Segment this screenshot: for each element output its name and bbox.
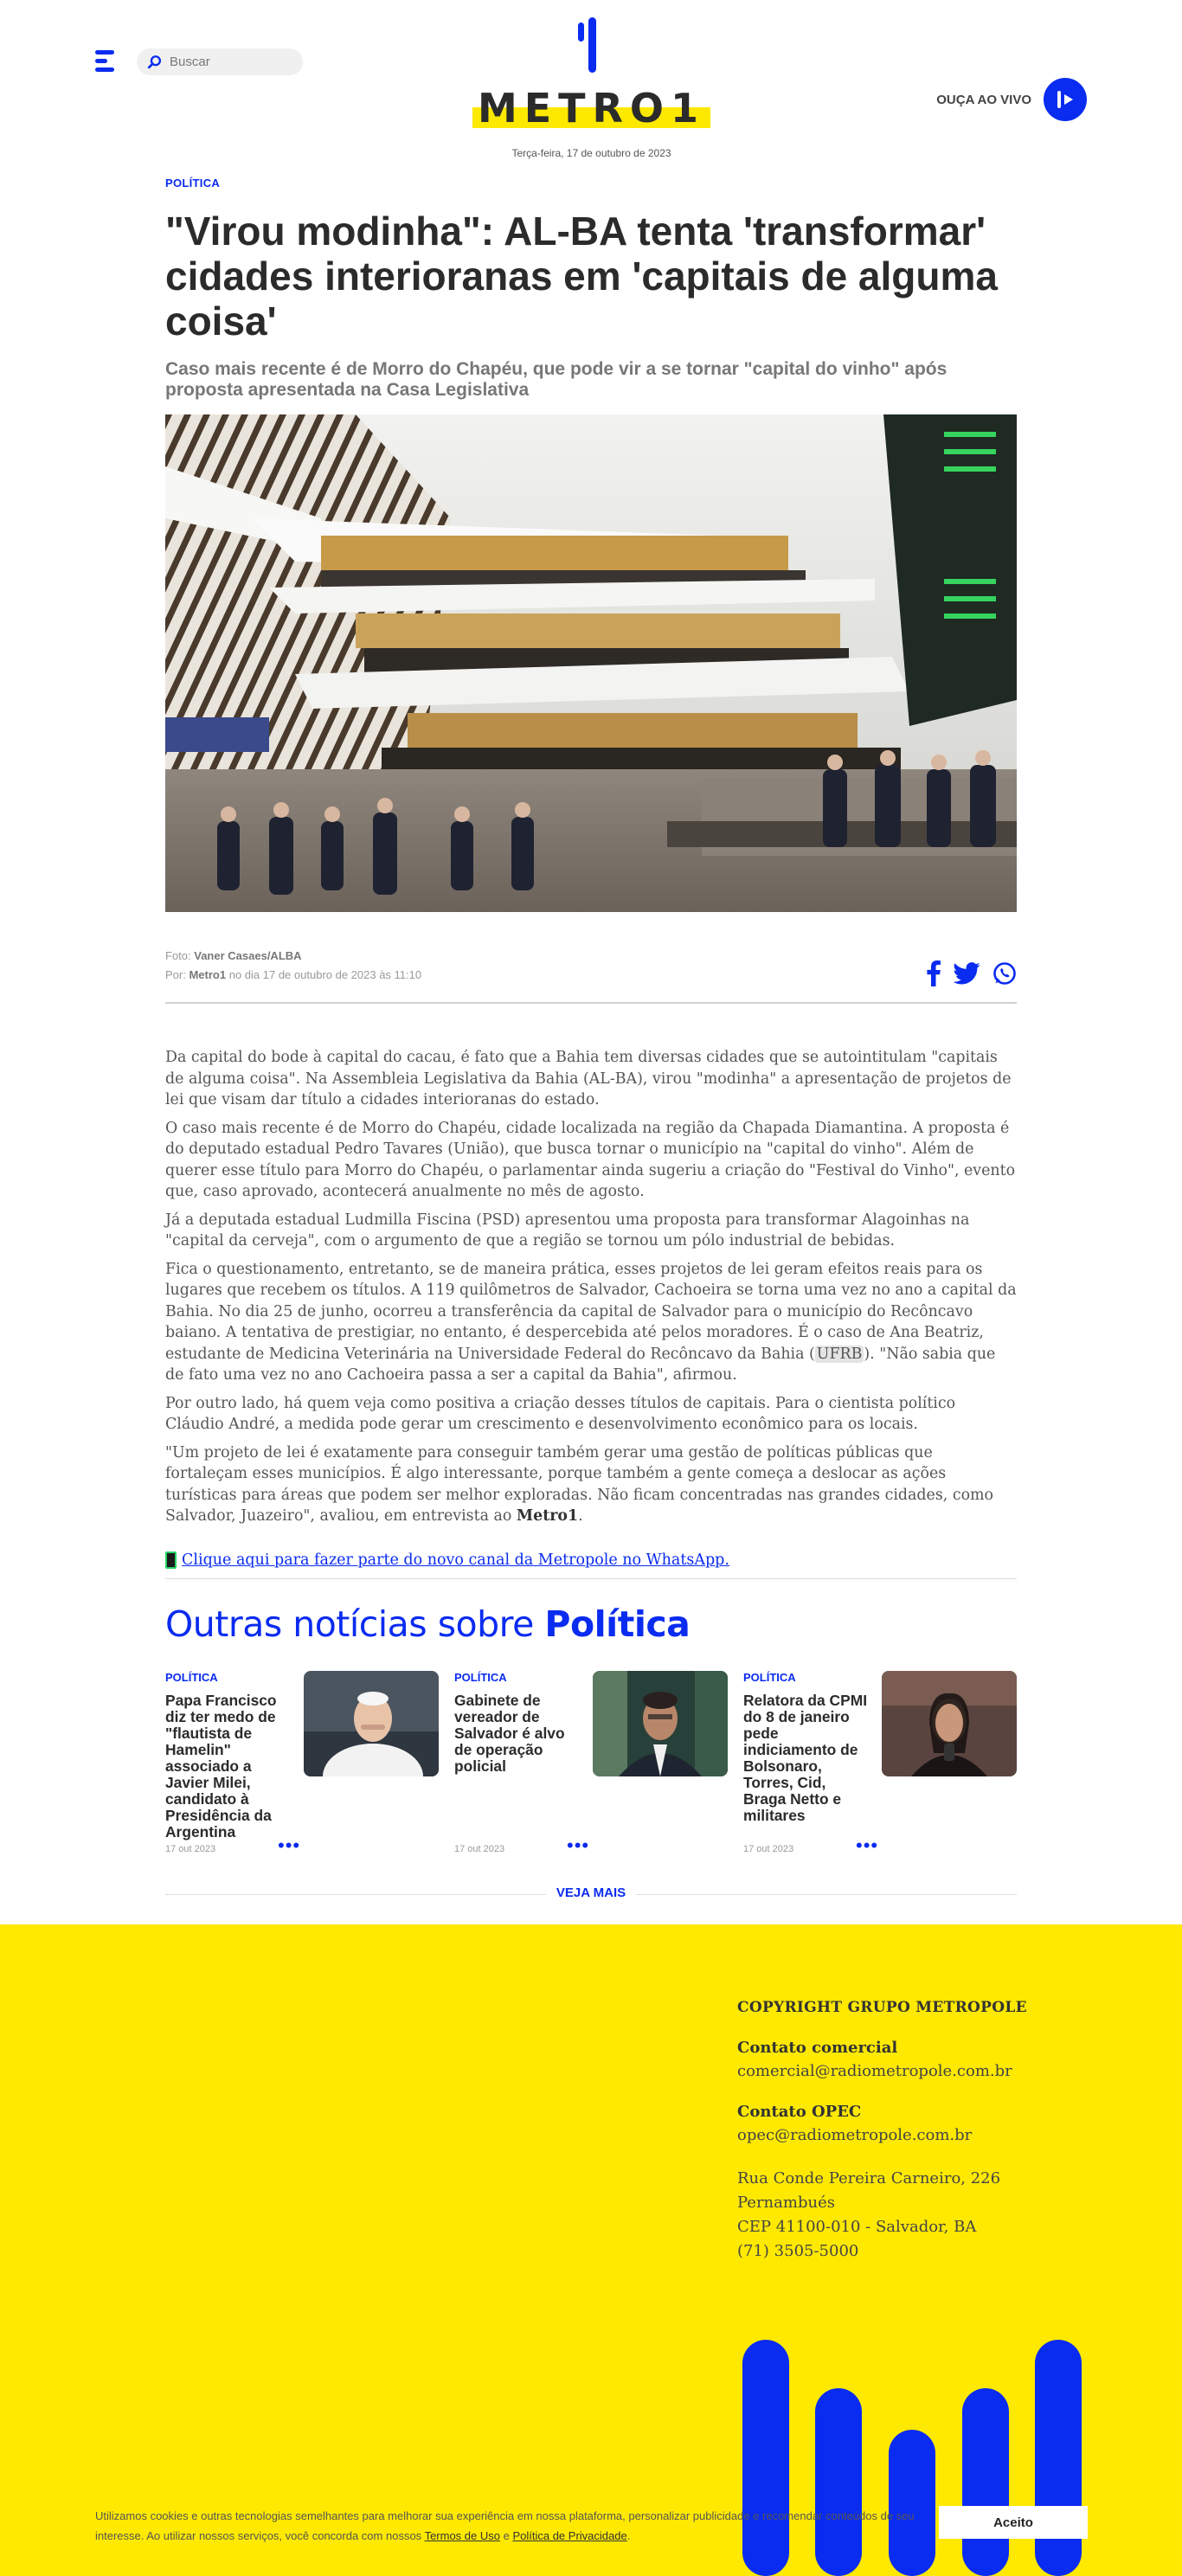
- card-date: 17 out 2023: [743, 1843, 794, 1854]
- news-card[interactable]: [743, 1670, 1017, 1856]
- facebook-icon[interactable]: [927, 960, 941, 991]
- byline: Por: Metro1 no dia 17 de outubro de 2023 às 11:10: [165, 968, 422, 981]
- live-radio[interactable]: [936, 78, 1087, 121]
- card-date: 17 out 2023: [454, 1843, 505, 1854]
- whatsapp-channel-link[interactable]: [165, 1551, 729, 1569]
- card-image-councilman[interactable]: [593, 1671, 728, 1776]
- logo-text: METRO1: [477, 85, 706, 132]
- related-news: [165, 1670, 1017, 1856]
- more-options-icon[interactable]: •••: [856, 1834, 879, 1856]
- share-buttons: [927, 960, 1017, 991]
- search-input[interactable]: [170, 55, 291, 69]
- card-title[interactable]: Papa Francisco diz ter medo de "flautista de Hamelin" associado a Javier Milei, candidato à Presidência da Argentina: [165, 1691, 277, 1840]
- menu-icon[interactable]: [95, 50, 118, 76]
- news-card[interactable]: [454, 1670, 728, 1856]
- phone-icon: [165, 1551, 177, 1569]
- article: [165, 177, 1017, 1903]
- article-category[interactable]: POLÍTICA: [165, 177, 221, 190]
- logo-mark-icon: [578, 17, 604, 74]
- card-title[interactable]: Gabinete de vereador de Salvador é alvo de operação policial: [454, 1691, 565, 1775]
- published-date: no dia 17 de outubro de 2023 às 11:10: [228, 968, 422, 981]
- card-title[interactable]: Relatora da CPMI do 8 de janeiro pede indiciamento de Bolsonaro, Torres, Cid, Braga Netto e militares: [743, 1691, 868, 1824]
- author[interactable]: Metro1: [189, 968, 227, 981]
- cookie-text: Utilizamos cookies e outras tecnologias semelhantes para melhorar sua experiência em nossa plataforma, personalizar publicidade e recomendar conteúdos de seu interesse. Ao utilizar nossos serviços, você concorda com nossos Termos de Uso e Política de Privacidade.: [95, 2509, 915, 2542]
- cookie-accept-button[interactable]: Aceito: [939, 2506, 1088, 2539]
- paragraph: O caso mais recente é de Morro do Chapéu, cidade localizada na região da Chapada Diamantina. A proposta é do deputado estadual Pedro Tavares (União), que busca tornar o município na "capital do vinho". Além de querer esse título para Morro do Chapéu, o parlamentar ainda sugeriu a criação do "Festival do Vinho", evento que, caso aprovado, acontecerá anualmente no mês de agosto.: [165, 1119, 1016, 1200]
- address-line: CEP 41100-010 - Salvador, BA: [737, 2218, 977, 2236]
- card-image-rapporteur[interactable]: [882, 1671, 1017, 1776]
- ufrb-highlight: UFRB: [816, 1345, 863, 1363]
- paragraph: Já a deputada estadual Ludmilla Fiscina (PSD) apresentou uma proposta para transformar Alagoinhas na "capital da cerveja", com o argumento de que a região se tornou um pólo industrial de bebidas.: [165, 1211, 970, 1249]
- footer-opec-email[interactable]: opec@radiometropole.com.br: [737, 2126, 973, 2144]
- live-label: OUÇA AO VIVO: [936, 92, 1031, 107]
- paragraph: Fica o questionamento, entretanto, se de maneira prática, esses projetos de lei geram efeitos reais para os lugares que recebem os títulos. A 119 quilômetros de Salvador, Cachoeira se torna uma vez no ano a capital da Bahia. No dia 25 de junho, ocorreu a transferência da capital de Salvador para o município do Recôncavo baiano. A tentativa de prestigiar, no entanto, é despercebida até pelos moradores. É o caso de Ana Beatriz, estudante de Medicina Veterinária na Universidade Federal do Recôncavo da Bahia ( UFRB ). "Não sabia que de fato uma vez no ano Cachoeira passa a ser a capital da Bahia", afirmou.: [165, 1260, 1017, 1384]
- article-meta: [165, 947, 1017, 988]
- metro1-bold: Metro1: [516, 1507, 579, 1525]
- footer-bar-decoration: [889, 2430, 935, 2576]
- more-options-icon[interactable]: •••: [278, 1834, 301, 1856]
- paragraph: Por outro lado, há quem veja como positiva a criação desses títulos de capitais. Para o cientista político Cláudio André, a medida pode gerar um crescimento e desenvolvimento econômico para os locais.: [165, 1394, 956, 1433]
- address-line: Pernambués: [737, 2194, 835, 2212]
- paragraph: "Um projeto de lei é exatamente para conseguir também gerar uma gestão de políticas públicas que fortaleçam esses municípios. É algo interessante, porque também a gente começa a deslocar as ações turísticas para áreas que podem ser melhor exploradas. Não ficam concentradas nas grandes cidades, como Salvador, Juazeiro", avaliou, em entrevista ao Metro1.: [165, 1443, 994, 1525]
- whatsapp-icon[interactable]: [992, 961, 1017, 990]
- assembly-hall-image: [165, 414, 1017, 912]
- live-play-button[interactable]: [1044, 78, 1087, 121]
- footer-copyright: COPYRIGHT GRUPO METROPOLE: [737, 1999, 1027, 2016]
- more-options-icon[interactable]: •••: [567, 1834, 590, 1856]
- site-logo[interactable]: [472, 17, 710, 159]
- card-category[interactable]: POLÍTICA: [454, 1670, 507, 1684]
- meta-divider: [165, 1002, 1017, 1004]
- header-date: Terça-feira, 17 de outubro de 2023: [511, 147, 671, 159]
- photo-credit-line: Foto: Vaner Casaes/ALBA: [165, 949, 302, 962]
- footer-phone: (71) 3505-5000: [737, 2242, 859, 2260]
- footer-comercial-email[interactable]: comercial@radiometropole.com.br: [737, 2062, 1012, 2080]
- card-image-pope[interactable]: [304, 1671, 439, 1776]
- more-news-category[interactable]: Política: [544, 1603, 691, 1645]
- footer-comercial-label: Contato comercial: [737, 2039, 898, 2057]
- card-category[interactable]: POLÍTICA: [743, 1670, 796, 1684]
- news-card[interactable]: [165, 1670, 439, 1856]
- article-body: [165, 1047, 1017, 1527]
- search-icon: [147, 55, 163, 70]
- more-news-title: Outras notícias sobre Política: [165, 1603, 691, 1645]
- photo-credit: Vaner Casaes/ALBA: [194, 949, 302, 962]
- veja-mais-button[interactable]: VEJA MAIS: [556, 1885, 626, 1900]
- footer-info: [737, 1999, 1027, 2264]
- site-footer: [0, 1924, 1182, 2576]
- veja-mais-row: [165, 1885, 1017, 1903]
- article-subtitle: Caso mais recente é de Morro do Chapéu, que pode vir a se tornar "capital do vinho" após proposta apresentada na Casa Legislativa: [165, 359, 948, 400]
- card-date: 17 out 2023: [165, 1843, 216, 1854]
- privacy-link[interactable]: Política de Privacidade: [512, 2529, 627, 2542]
- search-box[interactable]: [137, 48, 303, 75]
- hero-image: [165, 414, 1017, 912]
- footer-address: [737, 2167, 1027, 2264]
- twitter-icon[interactable]: [953, 962, 980, 989]
- article-headline: "Virou modinha": AL-BA tenta 'transformar' cidades interioranas em 'capitais de alguma coisa': [165, 209, 998, 344]
- card-category[interactable]: POLÍTICA: [165, 1670, 218, 1684]
- footer-opec-label: Contato OPEC: [737, 2103, 862, 2121]
- site-header: [0, 0, 1182, 164]
- play-icon: [1054, 88, 1076, 111]
- whatsapp-link-text: Clique aqui para fazer parte do novo canal da Metropole no WhatsApp.: [182, 1551, 729, 1569]
- terms-link[interactable]: Termos de Uso: [424, 2529, 500, 2542]
- paragraph: Da capital do bode à capital do cacau, é fato que a Bahia tem diversas cidades que se autointitulam "capitais de alguma coisa". Na Assembleia Legislativa da Bahia (AL-BA), virou "modinha" a apresentação de projetos de lei que visam dar título a cidades interioranas do estado.: [165, 1049, 1012, 1108]
- address-line: Rua Conde Pereira Carneiro, 226: [737, 2169, 1001, 2187]
- cookie-banner: [0, 2506, 1182, 2549]
- body-divider: [165, 1578, 1017, 1579]
